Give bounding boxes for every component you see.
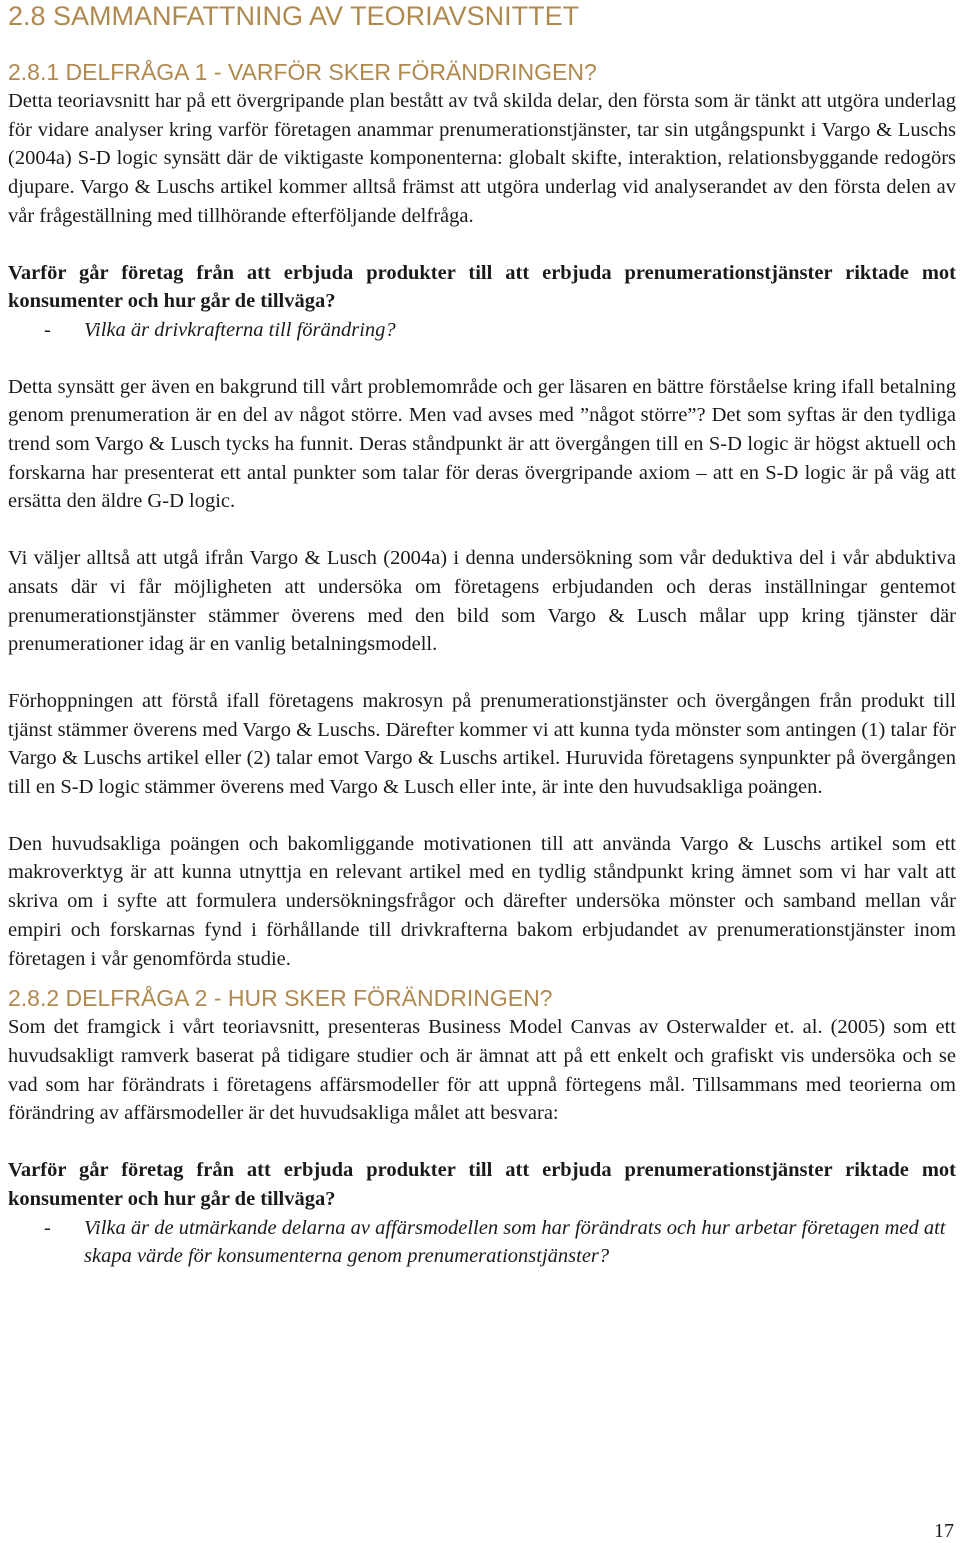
paragraph: Som det framgick i vårt teoriavsnitt, presenteras Business Model Canvas av Osterwalder et. al. (2005) som ett huvudsakligt ramverk baserat på tidigare studier och är ämnat att på ett enkelt och grafiskt vis undersöka och se vad som har förändrats i företagens affärsmodeller för att uppnå förtegens mål. Tillsammans med teorierna om förändring av affärsmodeller är det huvudsakliga målet att besvara: bbox=[8, 1016, 956, 1125]
paragraph: Detta synsätt ger även en bakgrund till vårt problemområde och ger läsaren en bättre förståelse kring ifall betalning genom prenumeration är en del av något större. Men vad avses med ”något större”? Det som syftas är den tydliga trend som Vargo & Lusch tycks ha funnit. Deras ståndpunkt är att övergången till en S-D logic är högst aktuell och forskarna har presenterat ett antal punkter som talar för deras övergripande axiom – att en S-D logic är på väg att ersätta den äldre G-D logic. bbox=[8, 375, 956, 513]
subquestion-item bbox=[8, 1214, 956, 1271]
subquestion-list bbox=[8, 1214, 956, 1271]
page-number: 17 bbox=[934, 1520, 954, 1542]
paragraph: Vi väljer alltså att utgå ifrån Vargo & Lusch (2004a) i denna undersökning som vår deduktiva del i vår abduktiva ansats där vi får möjligheten att undersöka om företagens erbjudanden och deras inställningar gentemot prenumerationstjänster stämmer överens med den bild som Vargo & Lusch målar upp kring tjänster där prenumerationer idag är en vanlig betalningsmodell. bbox=[8, 547, 956, 656]
subsection-heading-2: 2.8.2 DELFRÅGA 2 - HUR SKER FÖRÄNDRINGEN? bbox=[8, 985, 553, 1012]
paragraph: Den huvudsakliga poängen och bakomliggande motivationen till att använda Vargo & Luschs artikel som ett makroverktyg är att kunna utnyttja en relevant artikel med en tydlig ståndpunkt kring ämnet som vi har valt att skriva om i syfte att formulera undersökningsfrågor och därefter undersöka mönster och samband mellan vår empiri och forskarnas fynd i förhållande till drivkrafterna bakom erbjudandet av prenumerationstjänster inom företagen i vår genomförda studie. bbox=[8, 832, 956, 970]
subquestion-text: Vilka är de utmärkande delarna av affärsmodellen som har förändrats och hur arbetar företagen med att skapa värde för konsumenterna genom prenumerationstjänster? bbox=[84, 1216, 946, 1268]
paragraph: Detta teoriavsnitt har på ett övergripande plan bestått av två skilda delar, den första som är tänkt att utgöra underlag för vidare analyser kring varför företagen anammar prenumerationstjänster, tar sin utgångspunkt i Vargo & Luschs (2004a) S-D logic synsätt där de viktigaste komponenterna: globalt skifte, interaktion, relationsbyggande redogörs djupare. Vargo & Luschs artikel kommer alltså främst att utgöra underlag vid analyserandet av den första delen av vår frågeställning med tillhörande efterföljande delfråga. bbox=[8, 90, 956, 227]
document-page bbox=[8, 0, 956, 1271]
list-dash: - bbox=[44, 318, 51, 341]
subquestion-list bbox=[8, 316, 956, 345]
paragraph: Förhoppningen att förstå ifall företagens makrosyn på prenumerationstjänster och övergången från produkt till tjänst stämmer överens med Vargo & Luschs. Därefter kommer vi att kunna tyda mönster som antingen (1) talar för Vargo & Luschs artikel eller (2) talar emot Vargo & Luschs artikel. Huruvida företagens synpunkter på övergången till en S-D logic stämmer överens med Vargo & Lusch eller inte, är inte den huvudsakliga poängen. bbox=[8, 689, 956, 799]
research-question: Varför går företag från att erbjuda produkter till att erbjuda prenumerationstjänster riktade mot konsumenter och hur går de tillväga? bbox=[8, 261, 956, 313]
list-dash: - bbox=[44, 1216, 51, 1239]
subquestion-item bbox=[8, 316, 956, 345]
subsection-heading-1: 2.8.1 DELFRÅGA 1 - VARFÖR SKER FÖRÄNDRINGEN? bbox=[8, 59, 597, 85]
subquestion-text: Vilka är drivkrafterna till förändring? bbox=[84, 318, 396, 341]
research-question: Varför går företag från att erbjuda produkter till att erbjuda prenumerationstjänster riktade mot konsumenter och hur går de tillväga? bbox=[8, 1159, 956, 1210]
section-heading: 2.8 SAMMANFATTNING AV TEORIAVSNITTET bbox=[8, 1, 580, 31]
